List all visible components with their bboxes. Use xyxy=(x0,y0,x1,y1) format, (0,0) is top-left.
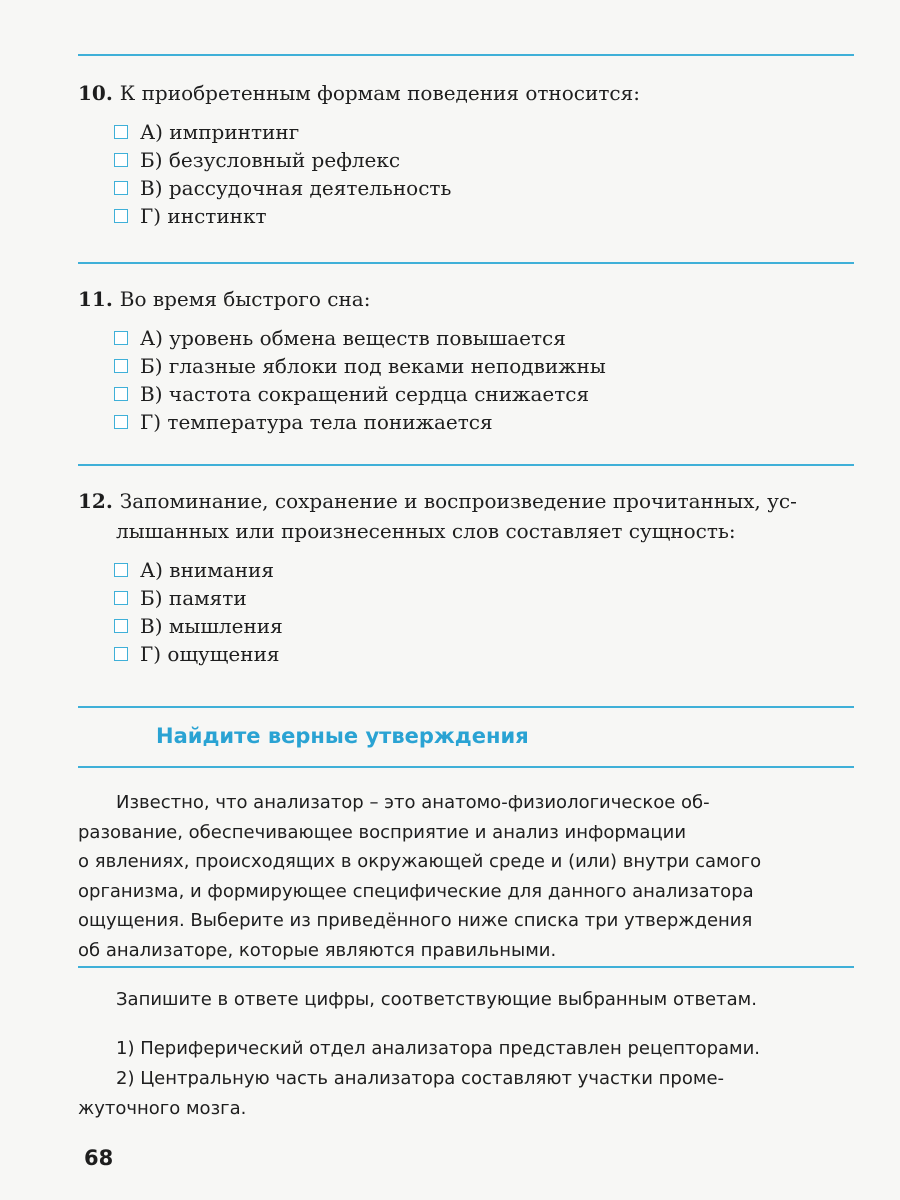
option-d[interactable] xyxy=(78,202,854,230)
checkbox-icon[interactable] xyxy=(114,563,128,577)
answer-options xyxy=(78,556,854,668)
checkbox-icon[interactable] xyxy=(114,359,128,373)
question-11 xyxy=(78,284,854,436)
option-label: Б) безусловный рефлекс xyxy=(140,148,401,172)
section-title: Найдите верные утверждения xyxy=(156,724,529,748)
option-label: В) рассудочная деятельность xyxy=(140,176,452,200)
question-10 xyxy=(78,78,854,230)
question-text xyxy=(78,284,854,314)
divider xyxy=(78,706,854,708)
answer-options xyxy=(78,118,854,230)
answer-options xyxy=(78,324,854,436)
divider xyxy=(78,54,854,56)
statement-2: 2) Центральную часть анализатора составляют участки проме- xyxy=(116,1068,725,1089)
intro-line: об анализаторе, которые являются правильными. xyxy=(78,939,557,961)
option-label: А) уровень обмена веществ повышается xyxy=(140,326,566,350)
option-a[interactable] xyxy=(78,118,854,146)
option-label: В) мышления xyxy=(140,614,283,638)
intro-line: разование, обеспечивающее восприятие и анализ информации xyxy=(78,821,687,843)
option-c[interactable] xyxy=(78,612,854,640)
page-number: 68 xyxy=(84,1146,114,1170)
option-d[interactable] xyxy=(78,640,854,668)
checkbox-icon[interactable] xyxy=(114,331,128,345)
checkbox-icon[interactable] xyxy=(114,181,128,195)
checkbox-icon[interactable] xyxy=(114,647,128,661)
option-d[interactable] xyxy=(78,408,854,436)
intro-line: ощущения. Выберите из приведённого ниже списка три утверждения xyxy=(78,910,753,931)
question-text xyxy=(78,486,854,546)
question-prompt: К приобретенным формам поведения относится: xyxy=(119,81,640,105)
question-number: 11. xyxy=(78,287,113,311)
answer-instruction: Запишите в ответе цифры, соответствующие выбранным ответам. xyxy=(116,989,757,1010)
checkbox-icon[interactable] xyxy=(114,619,128,633)
intro-line: о явлениях, происходящих в окружающей среде и (или) внутри самого xyxy=(78,851,762,872)
divider xyxy=(78,262,854,264)
option-label: Г) инстинкт xyxy=(140,204,267,228)
option-c[interactable] xyxy=(78,174,854,202)
checkbox-icon[interactable] xyxy=(114,153,128,167)
option-label: А) импринтинг xyxy=(140,120,300,144)
option-label: Б) памяти xyxy=(140,586,247,610)
option-b[interactable] xyxy=(78,146,854,174)
checkbox-icon[interactable] xyxy=(114,591,128,605)
option-label: Г) температура тела понижается xyxy=(140,410,493,434)
question-text xyxy=(78,78,854,108)
option-b[interactable] xyxy=(78,352,854,380)
intro-line: Известно, что анализатор – это анатомо-физиологическое об- xyxy=(116,792,710,813)
question-prompt: Во время быстрого сна: xyxy=(119,287,371,311)
option-label: А) внимания xyxy=(140,558,274,582)
divider xyxy=(78,966,854,968)
option-label: Б) глазные яблоки под веками неподвижны xyxy=(140,354,606,378)
divider xyxy=(78,766,854,768)
option-label: Г) ощущения xyxy=(140,642,280,666)
section-intro xyxy=(78,788,858,965)
checkbox-icon[interactable] xyxy=(114,415,128,429)
option-b[interactable] xyxy=(78,584,854,612)
checkbox-icon[interactable] xyxy=(114,387,128,401)
statement-list xyxy=(78,1034,858,1124)
intro-line: организма, и формирующее специфические для данного анализатора xyxy=(78,880,754,902)
option-a[interactable] xyxy=(78,324,854,352)
question-number: 10. xyxy=(78,81,113,105)
statement-1: 1) Периферический отдел анализатора представлен рецепторами. xyxy=(116,1038,761,1059)
question-12 xyxy=(78,486,854,668)
checkbox-icon[interactable] xyxy=(114,125,128,139)
question-prompt-line-1: Запоминание, сохранение и воспроизведение прочитанных, ус- xyxy=(119,489,797,513)
option-a[interactable] xyxy=(78,556,854,584)
question-number: 12. xyxy=(78,489,113,513)
statement-2-continued: жуточного мозга. xyxy=(78,1098,247,1119)
option-label: В) частота сокращений сердца снижается xyxy=(140,382,590,406)
checkbox-icon[interactable] xyxy=(114,209,128,223)
question-prompt-line-2: лышанных или произнесенных слов составляет сущность: xyxy=(116,519,736,543)
option-c[interactable] xyxy=(78,380,854,408)
divider xyxy=(78,464,854,466)
